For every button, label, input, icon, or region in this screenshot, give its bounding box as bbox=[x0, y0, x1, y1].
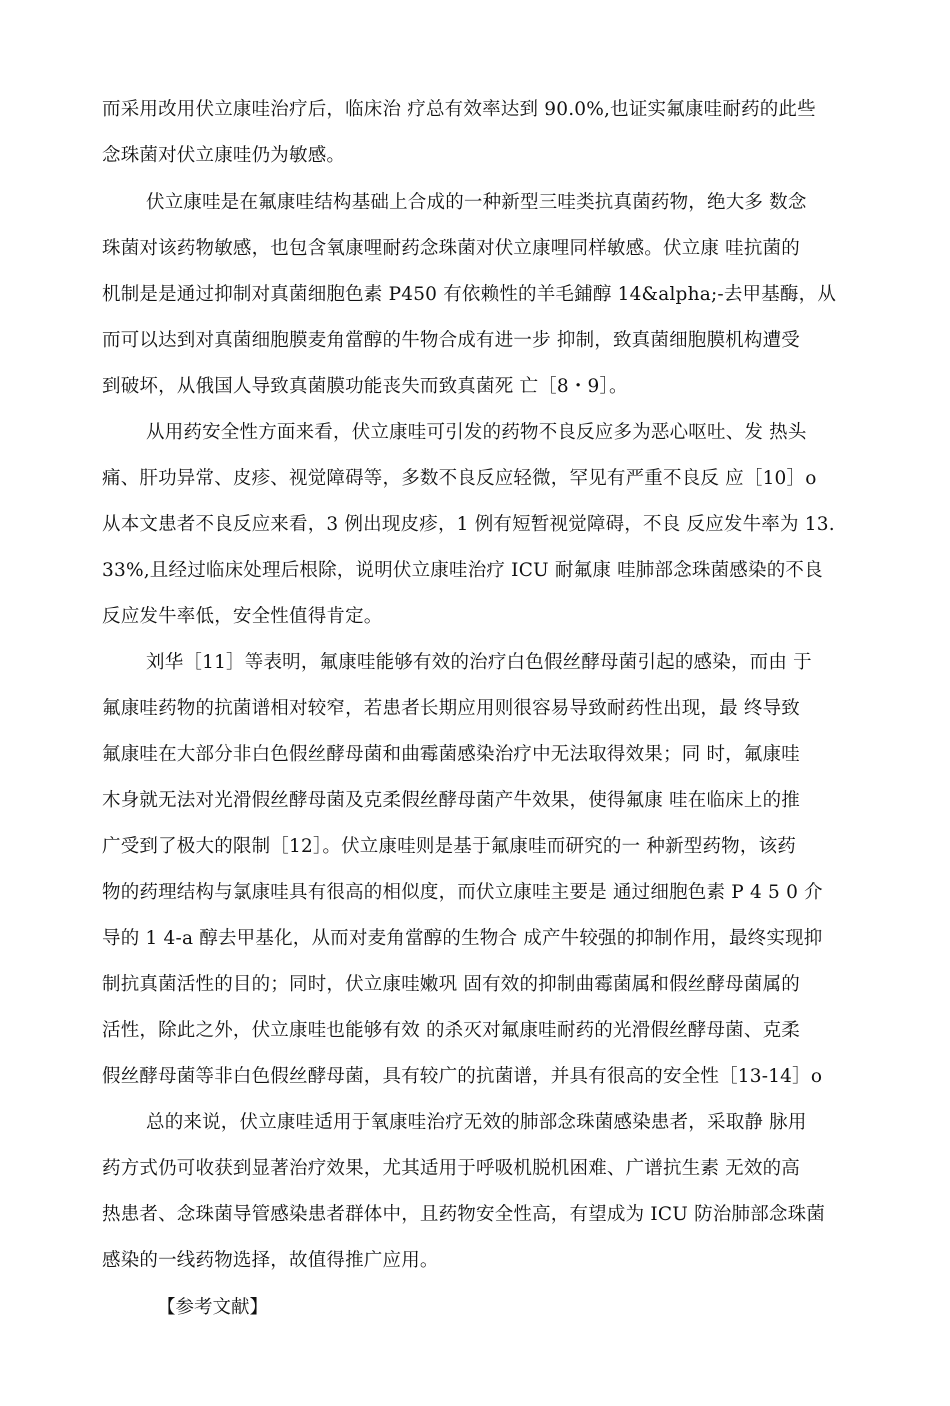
paragraph-4-line-5: 广受到了极大的限制［12］。伏立康哇则是基于氟康哇而研究的一 种新型药物，该药 bbox=[102, 836, 796, 857]
paragraph-3-line-1: 从用药安全性方面来看，伏立康哇可引发的药物不良反应多为恶心呕吐、发 热头 bbox=[146, 422, 807, 443]
paragraph-2-line-5: 到破坏，从俄国人导致真菌膜功能丧失而致真菌死 亡［8・9］。 bbox=[102, 376, 628, 397]
paragraph-4-line-1: 刘华［11］等表明，氟康哇能够有效的治疗白色假丝酵母菌引起的感染，而由 于 bbox=[146, 652, 812, 673]
paragraph-5-line-1: 总的来说，伏立康哇适用于氧康哇治疗无效的肺部念珠菌感染患者，采取静 脉用 bbox=[146, 1112, 807, 1133]
paragraph-3-line-2: 痛、肝功异常、皮疹、视觉障碍等，多数不良反应轻微，罕见有严重不良反 应［10］o bbox=[102, 468, 817, 489]
paragraph-4-line-10: 假丝酵母菌等非白色假丝酵母菌，具有较广的抗菌谱，并具有很高的安全性［13-14］o bbox=[102, 1066, 823, 1087]
paragraph-4-line-2: 氟康哇药物的抗菌谱相对较窄，若患者长期应用则很容易导致耐药性出现，最 终导致 bbox=[102, 698, 800, 719]
paragraph-4-line-9: 活性，除此之外，伏立康哇也能够有效 的杀灭对氟康哇耐药的光滑假丝酵母菌、克柔 bbox=[102, 1020, 800, 1041]
paragraph-3-line-5: 反应发牛率低，安全性值得肯定。 bbox=[102, 606, 383, 627]
paragraph-5-line-2: 药方式仍可收获到显著治疗效果，尤其适用于呼吸机脱机困难、广谱抗生素 无效的高 bbox=[102, 1158, 800, 1179]
paragraph-4-line-3: 氟康哇在大部分非白色假丝酵母菌和曲霉菌感染治疗中无法取得效果；同 时，氟康哇 bbox=[102, 744, 800, 765]
paragraph-2-line-2: 珠菌对该药物敏感，也包含氧康哩耐药念珠菌对伏立康哩同样敏感。伏立康 哇抗菌的 bbox=[102, 238, 800, 259]
paragraph-4-line-8: 制抗真菌活性的目的；同时，伏立康哇嫩巩 固有效的抑制曲霉菌属和假丝酵母菌属的 bbox=[102, 974, 800, 995]
paragraph-1-line-1: 而采用改用伏立康哇治疗后，临床治 疗总有效率达到 90.0%,也证实氟康哇耐药的此些 bbox=[102, 99, 816, 120]
paragraph-4-line-4: 木身就无法对光滑假丝酵母菌及克柔假丝酵母菌产牛效果，使得氟康 哇在临床上的推 bbox=[102, 790, 800, 811]
paragraph-2-line-1: 伏立康哇是在氟康哇结构基础上合成的一种新型三哇类抗真菌药物，绝大多 数念 bbox=[146, 192, 807, 213]
paragraph-2-line-3: 机制是是通过抑制对真菌细胞色素 P450 有依赖性的羊毛鋪醇 14&alpha;-去甲基酶，从 bbox=[102, 284, 837, 305]
paragraph-5-line-3: 热患者、念珠菌导管感染患者群体中，且药物安全性高，有望成为 ICU 防治肺部念珠菌 bbox=[102, 1204, 826, 1225]
paragraph-4-line-7: 导的 1 4-a 醇去甲基化，从而对麦角當醇的生物合 成产牛较强的抑制作用，最终实现抑 bbox=[102, 928, 823, 949]
paragraph-3-line-4: 33%,且经过临床处理后根除，说明伏立康哇治疗 ICU 耐氟康 哇肺部念珠菌感染的不良 bbox=[102, 560, 823, 581]
paragraph-1-line-2: 念珠菌对伏立康哇仍为敏感。 bbox=[102, 145, 346, 166]
paragraph-2-line-4: 而可以达到对真菌细胞膜麦角當醇的牛物合成有进一步 抑制，致真菌细胞膜机构遭受 bbox=[102, 330, 800, 351]
references-heading: 【参考文献】 bbox=[157, 1297, 269, 1318]
paragraph-4-line-6: 物的药理结构与氯康哇具有很高的相似度，而伏立康哇主要是 通过细胞色素 P 4 5 0 介 bbox=[102, 882, 823, 903]
paragraph-5-line-4: 感染的一线药物选择，故值得推广应用。 bbox=[102, 1250, 439, 1271]
paragraph-3-line-3: 从本文患者不良反应来看，3 例出现皮疹，1 例有短暂视觉障碍，不良 反应发牛率为 13. bbox=[102, 514, 835, 535]
